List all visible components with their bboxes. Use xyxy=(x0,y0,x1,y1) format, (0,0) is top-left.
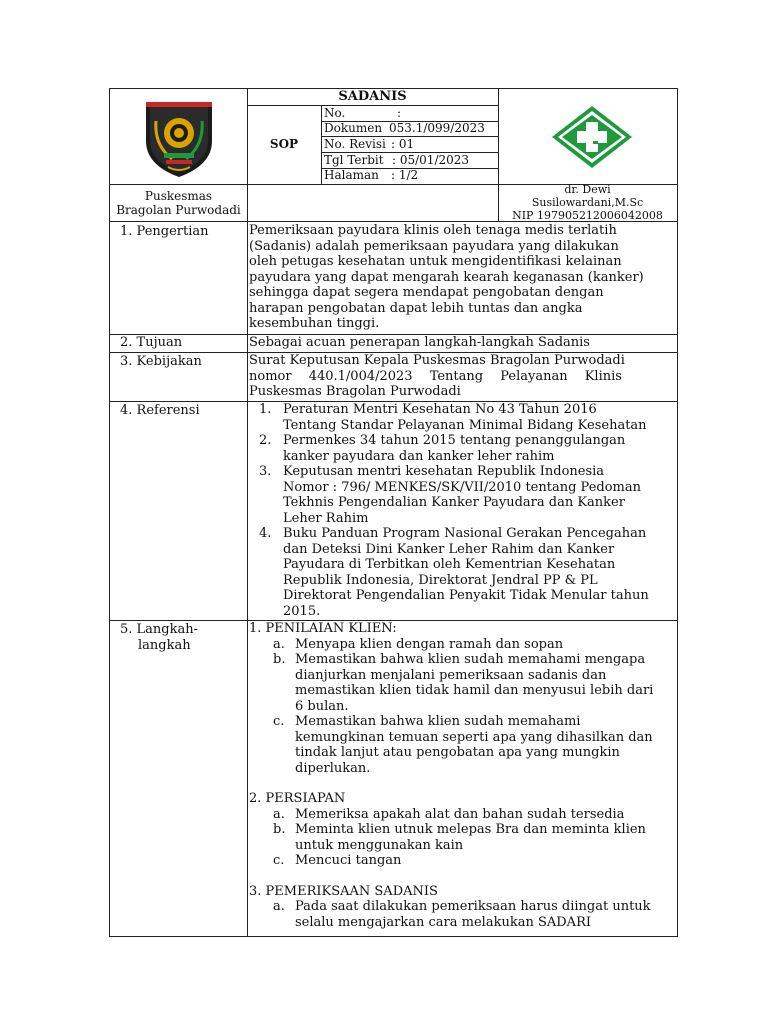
langkah-steps xyxy=(249,621,678,930)
pengertian-line: oleh petugas kesehatan untuk mengidentifikasi kelainan xyxy=(249,254,622,269)
step-item-line: Memastikan bahwa klien sudah memahami mengapa xyxy=(295,652,646,667)
step-item-line: Menyapa klien dengan ramah dan sopan xyxy=(295,636,564,652)
pengertian-line: kesembuhan tinggi. xyxy=(249,316,380,331)
pengertian-line: Pemeriksaan payudara klinis oleh tenaga medis terlatih xyxy=(249,223,617,238)
step-group-title: 2. PERSIAPAN xyxy=(249,791,346,806)
step-item xyxy=(249,637,678,653)
referensi-item-line: Buku Panduan Program Nasional Gerakan Pencegahan xyxy=(283,526,647,541)
step-item-line: tindak lanjut atau pengobatan apa yang mungkin xyxy=(295,745,620,760)
referensi-item-line: Leher Rahim xyxy=(283,510,369,526)
signer-name-line1: dr. Dewi xyxy=(564,183,611,196)
referensi-item xyxy=(249,433,678,464)
step-item-line: Meminta klien utnuk melepas Bra dan meminta klien xyxy=(295,822,646,837)
step-item-letter: a. xyxy=(273,899,285,914)
referensi-item-line: Payudara di Terbitkan oleh Kementrian Kesehatan xyxy=(283,557,616,572)
referensi-label-text: 4. Referensi xyxy=(120,403,200,418)
step-item-letter: c. xyxy=(273,853,285,868)
pengertian-line: harapan pengobatan dapat lebih tuntas dan angka xyxy=(249,300,583,316)
step-item-line: Mencuci tangan xyxy=(295,853,402,868)
step-item-line: Memastikan bahwa klien sudah memahami xyxy=(295,714,581,729)
kebijakan-text xyxy=(249,353,678,400)
step-item xyxy=(249,714,678,776)
referensi-item-line: Nomor : 796/ MENKES/SK/VII/2010 tentang Pedoman xyxy=(283,479,642,495)
field-halaman-label: Halaman xyxy=(324,168,379,182)
kebijakan-line: nomor 440.1/004/2023 Tentang Pelayanan Klinis xyxy=(249,368,622,384)
field-dokumen-label: Dokumen xyxy=(324,121,383,135)
step-item-letter: c. xyxy=(273,714,285,729)
referensi-item-line: Direktorat Pengendalian Penyakit Tidak Menular tahun xyxy=(283,588,649,603)
referensi-item-num: 3. xyxy=(259,464,272,479)
step-group-title: 1. PENILAIAN KLIEN: xyxy=(249,621,397,636)
referensi-item-line: Tentang Standar Pelayanan Minimal Bidang Kesehatan xyxy=(283,417,647,433)
org-name-line2: Bragolan Purwodadi xyxy=(116,203,241,217)
pengertian-label-text: 1. Pengertian xyxy=(120,224,209,239)
referensi-item xyxy=(249,526,678,619)
content-table xyxy=(109,221,678,937)
referensi-item xyxy=(249,464,678,526)
step-item-letter: b. xyxy=(273,822,286,837)
step-item-letter: a. xyxy=(273,806,285,822)
referensi-item-line: Peraturan Mentri Kesehatan No 43 Tahun 2016 xyxy=(283,402,597,417)
tujuan-label-text: 2. Tujuan xyxy=(120,335,183,350)
step-group-persiapan xyxy=(249,791,678,869)
referensi-item-line: Keputusan mentri kesehatan Republik Indonesia xyxy=(283,464,605,479)
field-revisi-label: No. Revisi xyxy=(324,137,386,151)
referensi-item-num: 4. xyxy=(259,526,272,541)
header-table xyxy=(109,88,678,222)
step-item-line: diperlukan. xyxy=(295,760,371,776)
step-item-line: 6 bulan. xyxy=(295,698,349,714)
langkah-label-line1: 5. Langkah- xyxy=(120,622,199,637)
step-item-letter: b. xyxy=(273,652,286,667)
kebijakan-line: Surat Keputusan Kepala Puskesmas Bragolan Purwodadi xyxy=(249,353,625,368)
referensi-item-line: Republik Indonesia, Direktorat Jendral PP & PL xyxy=(283,572,598,588)
step-item xyxy=(249,853,678,869)
regional-crest-logo xyxy=(142,97,216,179)
pengertian-line: payudara yang dapat mengarah kearah keganasan (kanker) xyxy=(249,269,644,285)
field-revisi-value: : 01 xyxy=(391,137,415,151)
kebijakan-line: Puskesmas Bragolan Purwodadi xyxy=(249,384,461,399)
sop-label: SOP xyxy=(269,137,299,151)
pengertian-label xyxy=(110,224,257,240)
referensi-label xyxy=(110,403,257,419)
sop-title: SADANIS xyxy=(338,89,407,104)
referensi-item-line: dan Deteksi Dini Kanker Leher Rahim dan Kanker xyxy=(283,541,615,557)
tujuan-label xyxy=(110,335,257,351)
step-item-line: Pada saat dilakukan pemeriksaan harus diingat untuk xyxy=(295,899,651,914)
step-item xyxy=(249,822,678,853)
kebijakan-label-text: 3. Kebijakan xyxy=(120,354,202,369)
step-item-line: kemungkinan temuan seperti apa yang dihasilkan dan xyxy=(295,729,653,745)
step-item-letter: a. xyxy=(273,636,285,652)
step-group-pemeriksaan xyxy=(249,884,678,931)
field-no-label: No. xyxy=(324,106,346,120)
step-item-line: Memeriksa apakah alat dan bahan sudah tersedia xyxy=(295,806,625,822)
step-item xyxy=(249,899,678,930)
signer-name-line2: Susilowardani,M.Sc xyxy=(531,196,644,209)
kebijakan-label xyxy=(110,354,257,370)
referensi-item-num: 1. xyxy=(259,402,272,417)
health-cross-logo xyxy=(551,105,633,169)
step-item-line: selalu mengajarkan cara melakukan SADARI xyxy=(295,914,591,930)
pengertian-text xyxy=(249,223,678,332)
referensi-item xyxy=(249,402,678,433)
step-item xyxy=(249,652,678,714)
referensi-list xyxy=(249,402,678,619)
referensi-item-num: 2. xyxy=(259,433,272,448)
field-halaman-value: : 1/2 xyxy=(391,168,419,182)
langkah-label-line2: langkah xyxy=(138,637,191,653)
pengertian-line: sehingga dapat segera mendapat pengobatan dengan xyxy=(249,285,604,300)
step-item-line: dianjurkan menjalani pemeriksaan sadanis dan xyxy=(295,667,607,683)
field-terbit-value: : 05/01/2023 xyxy=(392,153,470,167)
pengertian-line: (Sadanis) adalah pemeriksaan payudara yang dilakukan xyxy=(249,238,619,254)
step-item xyxy=(249,807,678,823)
field-dokumen-value: 053.1/099/2023 xyxy=(389,121,485,135)
referensi-item-line: 2015. xyxy=(283,603,321,619)
field-no-value: : xyxy=(397,106,402,120)
field-terbit-label: Tgl Terbit xyxy=(324,153,384,167)
step-item-line: memastikan klien tidak hamil dan menyusui lebih dari xyxy=(295,683,654,698)
signer-nip: NIP 197905212006042008 xyxy=(512,209,663,222)
tujuan-text: Sebagai acuan penerapan langkah-langkah Sadanis xyxy=(249,335,590,350)
step-group-title: 3. PEMERIKSAAN SADANIS xyxy=(249,883,438,899)
step-item-line: untuk menggunakan kain xyxy=(295,837,464,853)
org-name-line1: Puskesmas xyxy=(144,189,213,203)
step-group-penilaian xyxy=(249,621,678,776)
referensi-item-line: Tekhnis Pengendalian Kanker Payudara dan Kanker xyxy=(283,495,625,510)
referensi-item-line: Permenkes 34 tahun 2015 tentang penanggulangan xyxy=(283,433,626,448)
referensi-item-line: kanker payudara dan kanker leher rahim xyxy=(283,448,555,464)
